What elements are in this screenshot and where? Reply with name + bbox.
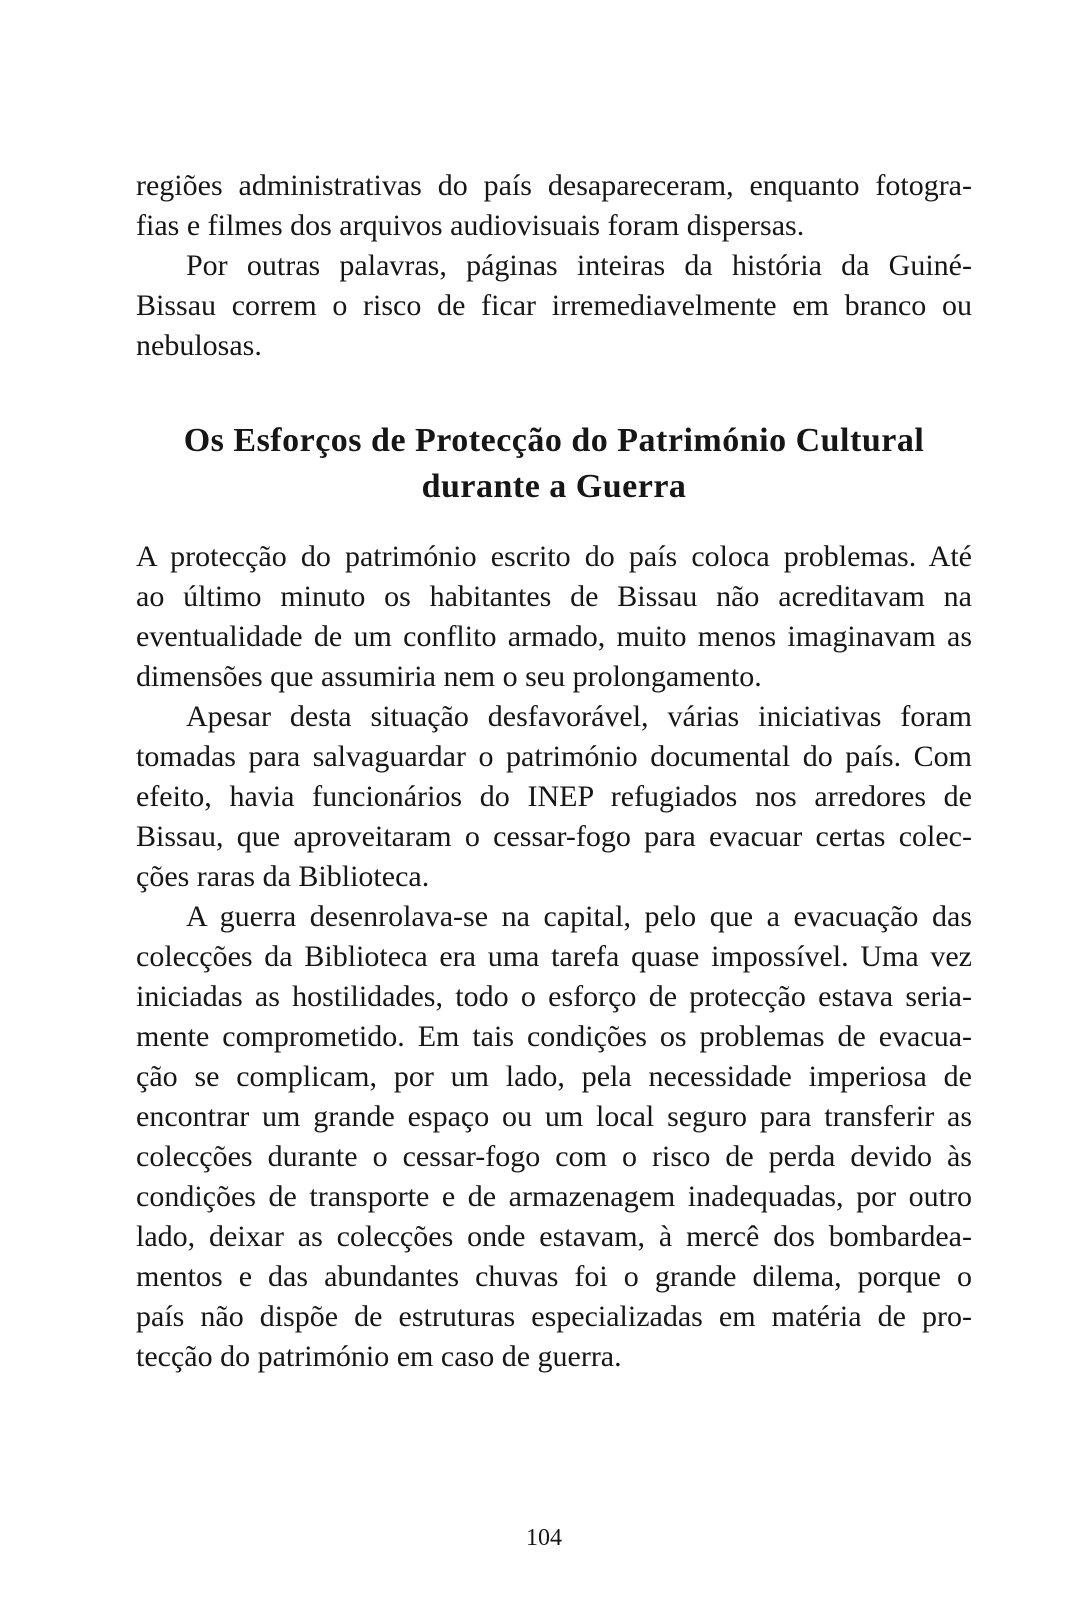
intro-line: Por outras palavras, páginas inteiras da história da Guiné- (186, 249, 972, 282)
body-line: Apesar desta situação desfavorável, várias iniciativas foram (186, 700, 972, 733)
body-line: ao último minuto os habitantes de Bissau não acreditavam na (136, 580, 972, 613)
body-line: condições de transporte e de armazenagem inadequadas, por outro (136, 1180, 972, 1213)
body-line: efeito, havia funcionários do INEP refugiados nos arredores de (136, 780, 972, 813)
body-line: tecção do património em caso de guerra. (136, 1340, 622, 1373)
intro-line: Bissau correm o risco de ficar irremediavelmente em branco ou (136, 289, 972, 322)
intro-line: fias e filmes dos arquivos audiovisuais foram dispersas. (136, 209, 805, 242)
body-line: A protecção do património escrito do país coloca problemas. Até (136, 540, 972, 573)
section-heading-line-1: Os Esforços de Protecção do Património Cultural (183, 422, 925, 459)
body-line: colecções durante o cessar-fogo com o risco de perda devido às (136, 1140, 972, 1173)
body-line: mentos e das abundantes chuvas foi o grande dilema, porque o (136, 1260, 972, 1293)
section-heading-line-2: durante a Guerra (421, 468, 687, 505)
body-line: encontrar um grande espaço ou um local seguro para transferir as (136, 1100, 972, 1133)
body-line: A guerra desenrolava-se na capital, pelo que a evacuação das (186, 900, 972, 933)
body-line: mente comprometido. Em tais condições os problemas de evacua- (136, 1020, 972, 1053)
body-line: ção se complicam, por um lado, pela necessidade imperiosa de (136, 1060, 972, 1093)
page-number: 104 (526, 1525, 562, 1551)
body-line: ções raras da Biblioteca. (136, 860, 430, 893)
body-line: colecções da Biblioteca era uma tarefa quase impossível. Uma vez (136, 940, 972, 973)
body-line: dimensões que assumiria nem o seu prolongamento. (136, 660, 762, 693)
body-line: país não dispõe de estruturas especializadas em matéria de pro- (136, 1300, 972, 1333)
intro-line: nebulosas. (136, 329, 262, 362)
intro-line: regiões administrativas do país desapareceram, enquanto fotogra- (136, 169, 972, 202)
body-line: lado, deixar as colecções onde estavam, à mercê dos bombardea- (136, 1220, 972, 1253)
body-line: iniciadas as hostilidades, todo o esforço de protecção estava seria- (136, 980, 972, 1013)
body-line: Bissau, que aproveitaram o cessar-fogo para evacuar certas colec- (136, 820, 972, 853)
body-line: eventualidade de um conflito armado, muito menos imaginavam as (136, 620, 972, 653)
body-line: tomadas para salvaguardar o património documental do país. Com (136, 740, 972, 773)
